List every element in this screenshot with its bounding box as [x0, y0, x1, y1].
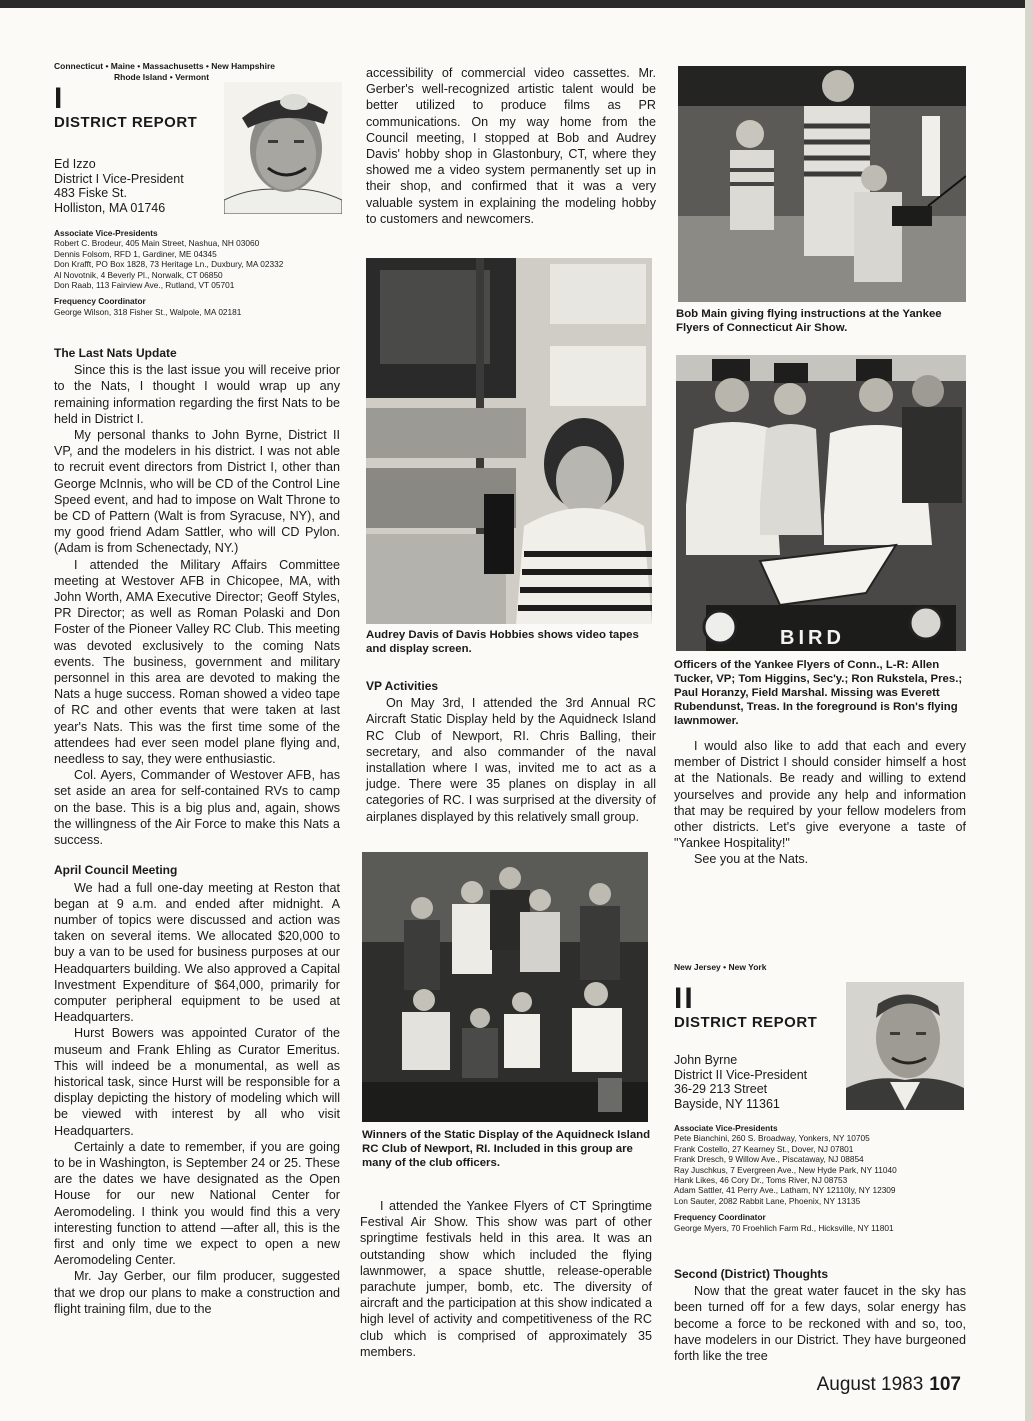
paragraph: On May 3rd, I attended the 3rd Annual RC Aircraft Static Display held by the Aquidneck Island RC Club of Newport, RI. Chris Balling, their secretary, and also commander of the naval installation where I was, invited me to act as a judge. There were 35 planes on display in all categories of RC. I was surprised at the diversity of airplanes displayed by this relatively small group.	[366, 696, 656, 824]
paragraph: I would also like to add that each and every member of District I should consider himself a host at the Nationals. Be ready and willing to extend yourselves and provide any help and information that may be required by your fellow modelers from other districts. Let's give everyone a taste of "Yankee Hospitality!"	[674, 739, 966, 851]
caption-winners: Winners of the Static Display of the Aquidneck Island RC Club of Newport, RI. Included in this group are many of the club officers.	[362, 1129, 651, 1169]
photo-audrey-davis	[366, 258, 652, 624]
caption-bob-main: Bob Main giving flying instructions at the Yankee Flyers of Connecticut Air Show.	[676, 308, 942, 334]
page-number: 107	[929, 1374, 961, 1395]
photo-yankee-flyers-officers	[676, 355, 966, 651]
scan-edge	[1025, 0, 1033, 1421]
paragraph: Col. Ayers, Commander of Westover AFB, has set aside an area for self-contained RVs to camp on the base. This is a big plus and, again, shows the willingness of the Air Force to make this Nats a success.	[54, 768, 340, 848]
article-column-2-bottom	[360, 1198, 652, 1360]
article-column-3	[674, 738, 966, 868]
paragraph: Since this is the last issue you will receive prior to the Nats, I thought I would wrap up any remaining information regarding the first Nats to be held in District I.	[54, 363, 340, 426]
section-heading: April Council Meeting	[54, 863, 178, 878]
paragraph: See you at the Nats.	[694, 852, 809, 867]
vp-address: John Byrne District II Vice-President 36-29 213 Street Bayside, NY 11361	[674, 1053, 808, 1111]
portrait-photo	[224, 82, 342, 214]
article-column-2-mid	[366, 678, 656, 825]
article-column-2-top	[366, 65, 656, 227]
district-states: Connecticut • Maine • Massachusetts • New Hampshire Rhode Island • Vermont	[54, 61, 276, 82]
district-numeral: I	[54, 82, 65, 115]
paragraph: Hurst Bowers was appointed Curator of the museum and Frank Ehling as Curator Emeritus. This will indeed be a monumental, as well as historical task, since Hurst will be responsible for a display depicting the history of modeling which will be viewed with interest by all who visit Headquarters.	[54, 1026, 340, 1138]
district-numeral: II	[674, 982, 695, 1015]
paragraph: Mr. Jay Gerber, our film producer, suggested that we drop our plans to make a construction and flight training film, due to the	[54, 1269, 340, 1316]
scan-edge	[0, 0, 1033, 8]
paragraph: accessibility of commercial video cassettes. Mr. Gerber's well-recognized artistic talent would be better utilized to produce films as PR communications. On my way home from the Council meeting, I stopped at Bob and Audrey Davis' hobby shop in Glastonbury, CT, where they showed me a video system permanently set up in their shop, and confirmed that it was a very valuable system in explaining the modeling hobby to customers and newcomers.	[366, 66, 656, 226]
article-column-1	[54, 345, 340, 1317]
paragraph: My personal thanks to John Byrne, District II VP, and the modelers in his district. I was not able to recruit event directors from District I, other than George McInnis, who will be CD of the Control Line Speed event, and had to impose on Walt Throne to be CD of Pattern (Walt is from Syracuse, NY), and my good friend Adam Sattler, who will CD Pylon. (Adam is from Schenectady, NY.)	[54, 428, 340, 556]
district-title: DISTRICT REPORT	[54, 114, 198, 131]
section-heading: VP Activities	[366, 679, 439, 693]
paragraph: We had a full one-day meeting at Reston that began at 9 a.m. and ended after midnight. A number of topics were discussed and action was taken on several items. We allocated $20,000 to buy a van to be used for business purposes at our Headquarters building. We also approved a Capital Investment Expenditure of $64,000, primarily for computer peripheral equipment to be used at Headquarters.	[54, 880, 340, 1025]
lawnmower-sign-text: BIRD	[780, 627, 845, 649]
district-states: New Jersey • New York	[674, 962, 767, 972]
article-column-3-district2	[674, 1266, 966, 1364]
paragraph: Now that the great water faucet in the sky has been turned off for a few days, solar energy has become a force to be reckoned with and so, too, have modelers in our District. They have burgeoned forth like the tree	[674, 1284, 966, 1364]
paragraph: I attended the Yankee Flyers of CT Springtime Festival Air Show. This show was part of other springtime festivals held in this area. It was an outstanding show which included the flying lawnmower, a space shuttle, release-operable parachute jumper, bomb, etc. The diversity of aircraft and the participation at this show indicated a high level of activity and competitiveness of the RC club which is comprised of approximately 35 members.	[360, 1199, 652, 1359]
caption-officers: Officers of the Yankee Flyers of Conn., L-R: Allen Tucker, VP; Tom Higgins, Sec'y.; Ron Rukstela, Pres.; Paul Horanzy, Field Marshal. Missing was Everett Rubendunst, Treas. In the foreground is Ron's flying lawnmower.	[674, 659, 963, 727]
vp-address: Ed Izzo District I Vice-President 483 Fiske St. Holliston, MA 01746	[54, 157, 184, 215]
photo-static-display-winners	[362, 852, 648, 1122]
paragraph: Certainly a date to remember, if you are going to be in Washington, is September 24 or 25. These are the dates we have designated as the Open House for our new National Center for Aeromodeling. I think you would find this a very interesting function to attend —after all, this is the first and only time we expect to open a new Aeromodeling Center.	[54, 1139, 340, 1268]
issue-date: August 1983	[816, 1374, 924, 1395]
associate-vps: Associate Vice-Presidents Pete Bianchini, 260 S. Broadway, Yonkers, NY 10705 Frank Costello, 27 Kearney St., Dover, NJ 07801 Frank Dresch, 9 Willow Ave., Piscataway, NJ 08854 Ray Juschkus, 7 Evergreen Ave., New Hyde Park, NY 11040 Hank Likes, 46 Cory Dr., Toms River, NJ 08753 Adam Sattler, 41 Perry Ave., Latham, NY 12110ly, NY 12309 Lon Sauter, 2082 Rabbit Lane, Phoenix, NY 13135 Frequency Coordinator George Myers, 70 Froehlich Farm Rd., Hicksville, NY 11801	[674, 1123, 897, 1233]
district-title: DISTRICT REPORT	[674, 1014, 818, 1031]
section-heading: Second (District) Thoughts	[674, 1267, 828, 1281]
portrait-photo	[846, 982, 964, 1110]
associate-vps: Associate Vice-Presidents Robert C. Brodeur, 405 Main Street, Nashua, NH 03060 Dennis Folsom, RFD 1, Gardiner, ME 04345 Don Krafft, PO Box 1828, 73 Heritage Ln., Duxbury, MA 02332 Al Novotnik, 4 Beverly Pl., Norwalk, CT 06850 Don Raab, 113 Fairview Ave., Rutland, VT 05701 Frequency Coordinator George Wilson, 318 Fisher St., Walpole, MA 02181	[54, 228, 284, 317]
caption-audrey: Audrey Davis of Davis Hobbies shows video tapes and display screen.	[366, 629, 639, 655]
paragraph: I attended the Military Affairs Committee meeting at Westover AFB in Chicopee, MA, with John Worth, AMA Executive Director; Geoff Styles, PR Director; as well as Roman Polaski and Don Foster of the Pioneer Valley RC Club. This meeting was devoted exclusively to the coming Nats events. The business, government and military personnel in this area are devoted to making the Nats a huge success. Roman showed a video tape of RC and other events that were taken at last year's Nats. This was the first time some of the attendees had ever seen model plane flying and, needless to say, they were enthusiastic.	[54, 557, 340, 767]
page-footer	[817, 1374, 961, 1396]
photo-bob-main	[678, 66, 966, 302]
section-heading: The Last Nats Update	[54, 346, 177, 360]
